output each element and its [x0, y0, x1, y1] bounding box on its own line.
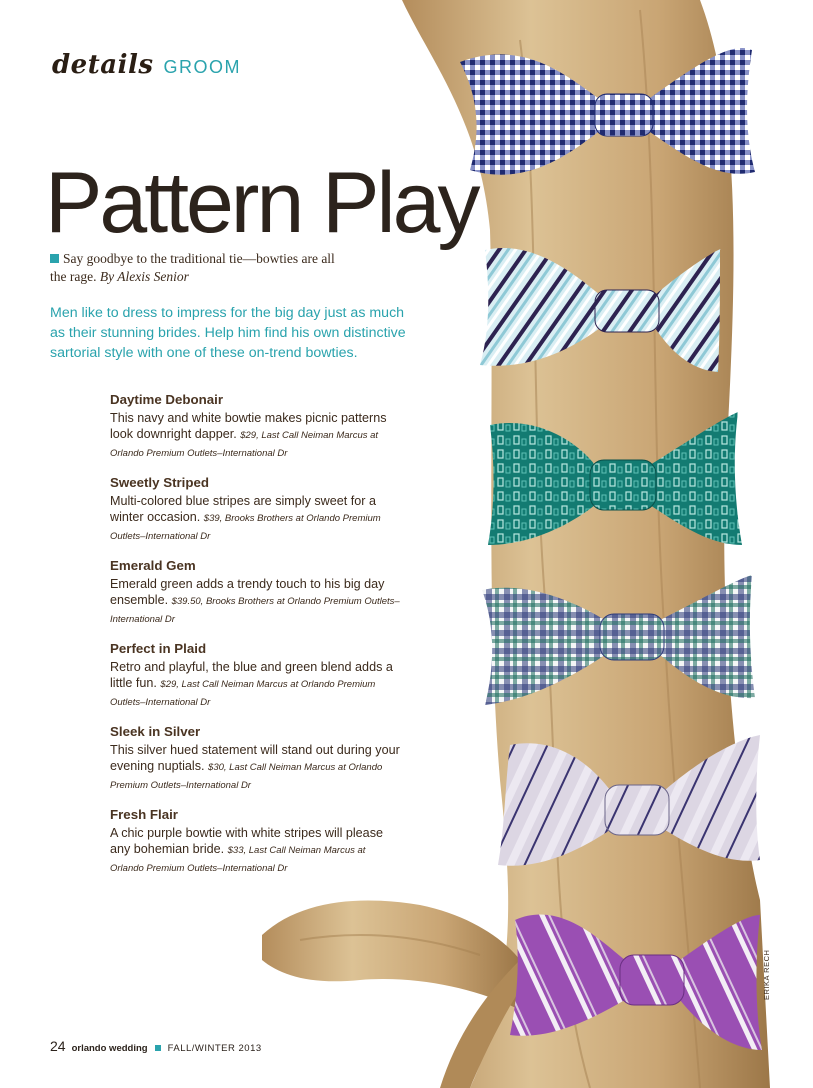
item-price-source: $30, Last Call Neiman Marcus at Orlando Premium Outlets–International Dr	[110, 762, 383, 791]
item-desc-text: A chic purple bowtie with white stripes will please any bohemian bride.	[110, 826, 383, 856]
item-name: Sleek in Silver	[110, 724, 201, 739]
item-desc-text: Retro and playful, the blue and green blend adds a little fun.	[110, 660, 393, 690]
section-label: GROOM	[163, 57, 241, 77]
section-header	[52, 50, 241, 80]
article-intro: Men like to dress to impress for the big day just as much as their stunning brides. Help him find his own distinctive sartorial style with one of these on-trend bowties.	[50, 305, 406, 361]
item-name: Fresh Flair	[110, 807, 178, 822]
deck-text: Say goodbye to the traditional tie—bowties are all the rage.	[50, 251, 335, 284]
driftwood-branch	[262, 900, 520, 1010]
folio-square	[155, 1045, 161, 1051]
byline: By Alexis Senior	[99, 269, 189, 284]
page-number: 24	[50, 1038, 66, 1054]
item-name: Emerald Gem	[110, 558, 196, 573]
item-price-source: $39.50, Brooks Brothers at Orlando Premium Outlets–International Dr	[110, 596, 400, 625]
article-title: Pattern Play	[45, 155, 478, 251]
magazine-name: orlando wedding	[71, 1043, 148, 1054]
issue-label: FALL/WINTER 2013	[167, 1043, 262, 1054]
kicker-details: details	[52, 50, 154, 80]
item-name: Daytime Debonair	[110, 392, 224, 407]
item-name: Sweetly Striped	[110, 475, 210, 490]
item-desc-text: Emerald green adds a trendy touch to his big day ensemble.	[110, 577, 385, 607]
item-desc-text: This navy and white bowtie makes picnic patterns look downright dapper.	[110, 411, 387, 441]
item-price-source: $33, Last Call Neiman Marcus at Orlando Premium Outlets–International Dr	[110, 845, 366, 874]
item-price-source: $29, Last Call Neiman Marcus at Orlando Premium Outlets–International Dr	[110, 679, 376, 708]
bowtie-photo	[250, 0, 813, 1088]
item-desc-text: Multi-colored blue stripes are simply sweet for a winter occasion.	[110, 494, 376, 524]
teal-square-bullet	[50, 254, 59, 263]
page-folio	[50, 1038, 262, 1054]
item-name: Perfect in Plaid	[110, 641, 207, 656]
item-price-source: $29, Last Call Neiman Marcus at Orlando Premium Outlets–International Dr	[110, 430, 379, 459]
item-desc-text: This silver hued statement will stand out during your evening nuptials.	[110, 743, 400, 773]
item-price-source: $39, Brooks Brothers at Orlando Premium Outlets–International Dr	[110, 513, 381, 542]
photo-credit: ERIKA RECH	[762, 949, 771, 1000]
